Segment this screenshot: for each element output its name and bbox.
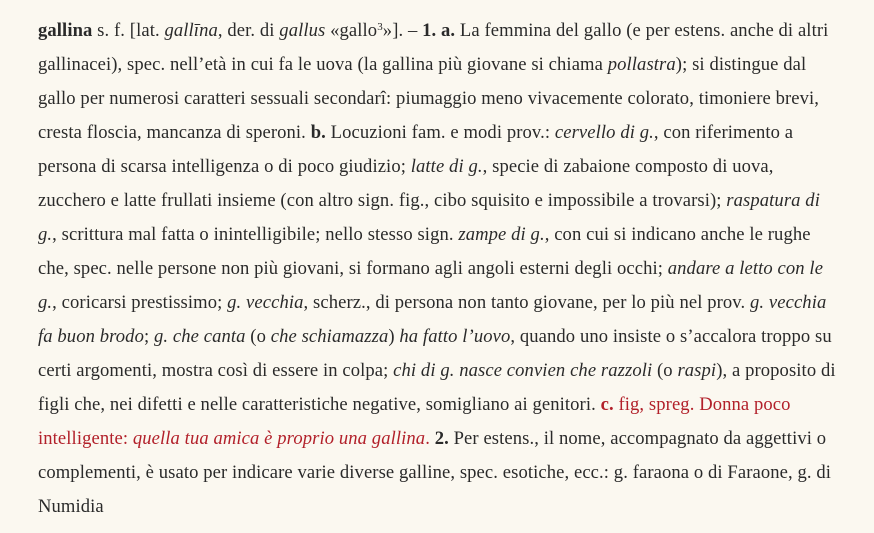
sense-text: , scrittura mal fatta o inintelligibile; nello stesso sign. (52, 224, 459, 245)
sense-text: Locuzioni fam. e modi prov.: (325, 122, 555, 143)
sense-text: Per estens., il nome, accompagnato da aggettivi o complementi, è usato per indicare varie diverse galline, spec. esotiche, ecc.: g. faraona o di Faraone, g. di Numidia (38, 428, 832, 517)
idiom-latte: latte di g. (410, 156, 483, 177)
proverb-razzoli: chi di g. nasce convien che razzoli (393, 360, 653, 381)
sense-1a-label: 1. a. (422, 20, 456, 41)
etymology-gallo: «gallo (325, 20, 378, 41)
proverb-canta: g. che canta (154, 326, 246, 347)
etymology-text: , der. di (217, 20, 280, 41)
proverb-uovo: ha fatto l’uovo (399, 326, 511, 347)
highlighted-example: quella tua amica è proprio una gallina (132, 428, 426, 449)
sense-text: , con riferimento a persona di scarsa intelligenza o di poco giudizio; (38, 122, 794, 177)
idiom-vecchia: g. vecchia (227, 292, 304, 313)
sense-text: ; (143, 326, 154, 347)
sense-text: , scherz., di persona non tanto giovane, per lo più nel prov. (303, 292, 750, 313)
sense-text: , specie di zabaione composto di uova, zucchero e latte frullati insieme (con altro sign. fig., cibo squisito e impossibile a trovarsi); (38, 156, 774, 211)
headword: gallina (38, 20, 93, 41)
sense-text: (o (245, 326, 271, 347)
idiom-cervello: cervello di g. (554, 122, 654, 143)
etymology-gallus: gallus (279, 20, 326, 41)
part-of-speech: s. f. [lat. (92, 20, 165, 41)
sense-1b-label: b. (310, 122, 326, 143)
sense-text: ) (388, 326, 400, 347)
etymology-end: »]. – (382, 20, 423, 41)
sense-text: , quando uno insiste o s’accalora troppo su certi argomenti, mostra così di essere in colpa; (38, 326, 832, 381)
homograph-number: 3 (377, 21, 383, 33)
dictionary-entry (38, 14, 838, 524)
sense-text: , con cui si indicano anche le rughe che, spec. nelle persone non più giovani, si formano agli angoli esterni degli occhi; (38, 224, 811, 279)
sense-text: (o (652, 360, 678, 381)
sense-text: , coricarsi prestissimo; (52, 292, 228, 313)
sense-2-label: 2. (434, 428, 449, 449)
idiom-zampe: zampe di g. (458, 224, 545, 245)
proverb-schiamazza: che schiamazza (270, 326, 389, 347)
highlighted-sense-text: fig, spreg. Donna poco intelligente: (38, 394, 791, 449)
proverb-raspi: raspi (677, 360, 717, 381)
example-pollastra: pollastra (607, 54, 676, 75)
sense-1c-label: c. (600, 394, 614, 415)
proverb-brodo: g. vecchia fa buon brodo (38, 292, 827, 347)
sense-text: ); si distingue dal gallo per numerosi caratteri sessuali secondarî: piumaggio meno vivacemente colorato, timoniere brevi, cresta floscia, mancanza di speroni. (38, 54, 820, 143)
idiom-andare-a-letto: andare a letto con le g. (38, 258, 824, 313)
etymology-word: gallīna (164, 20, 218, 41)
sense-text: La femmina del gallo (e per estens. anche di altri gallinacei), spec. nell’età in cui fa le uova (la gallina più giovane si chiama (38, 20, 829, 75)
idiom-raspatura: raspatura di g. (38, 190, 820, 245)
highlighted-period: . (425, 428, 430, 449)
sense-text: ), a proposito di figli che, nei difetti e nelle caratteristiche negative, somigliano ai genitori. (38, 360, 836, 415)
